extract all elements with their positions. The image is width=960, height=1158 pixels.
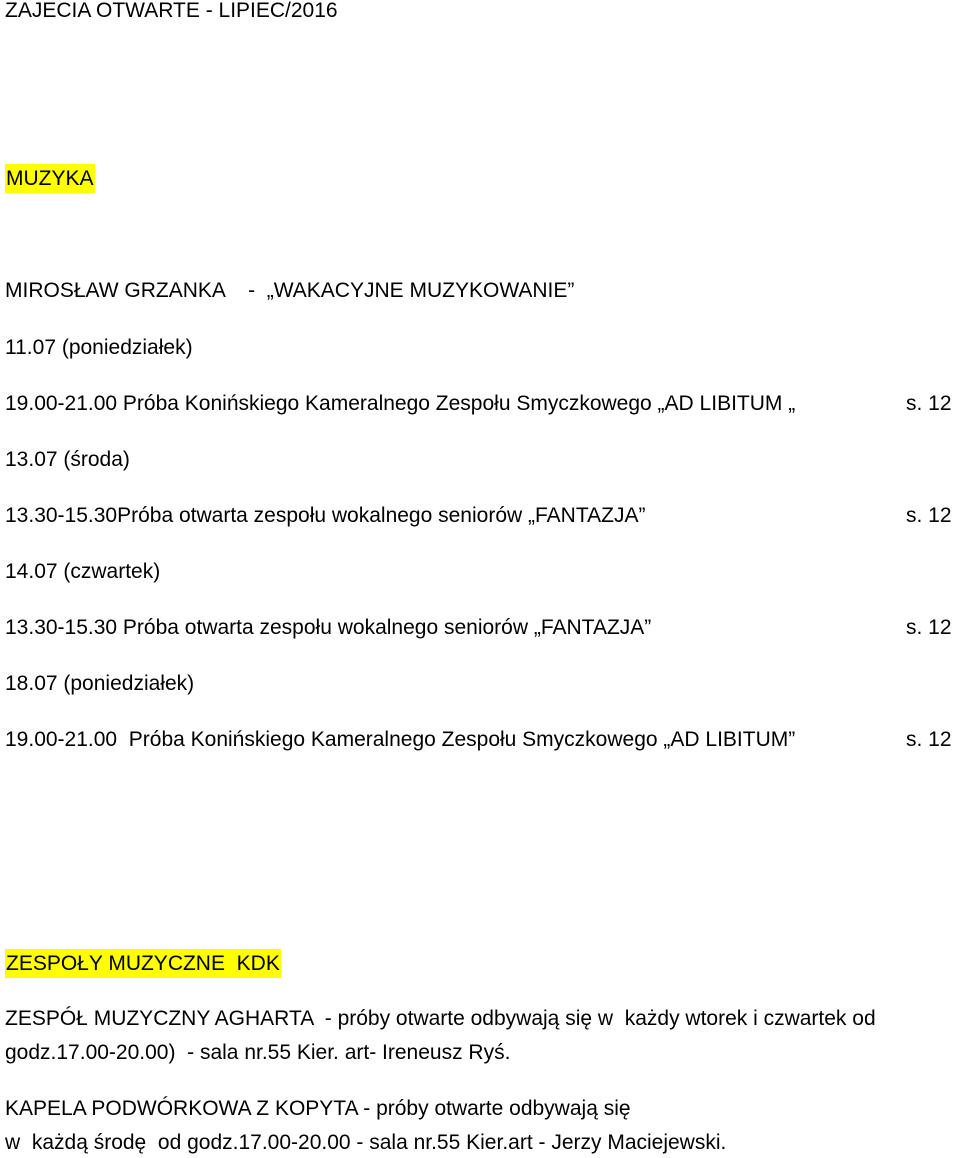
instructor-line: MIROSŁAW GRZANKA - „WAKACYJNE MUZYKOWANIE”	[5, 279, 575, 302]
section-heading-music-text: MUZYKA	[5, 164, 95, 193]
page-title: ZAJECIA OTWARTE - LIPIEC/2016	[5, 0, 338, 22]
entry-date: 14.07 (czwartek)	[5, 560, 161, 583]
entry-room: s. 12	[906, 616, 952, 639]
entry-date: 11.07 (poniedziałek)	[5, 336, 193, 359]
kapela-line-1: KAPELA PODWÓRKOWA Z KOPYTA - próby otwarte odbywają się	[5, 1097, 631, 1120]
kapela-line-2: w każdą środę od godz.17.00-20.00 - sala nr.55 Kier.art - Jerzy Maciejewski.	[5, 1131, 727, 1154]
section-heading-bands	[5, 951, 281, 977]
entry-room: s. 12	[906, 728, 952, 751]
agharta-line-2: godz.17.00-20.00) - sala nr.55 Kier. art- Ireneusz Ryś.	[5, 1041, 511, 1064]
entry-room: s. 12	[906, 392, 952, 415]
section-heading-music	[5, 166, 95, 192]
agharta-line-1: ZESPÓŁ MUZYCZNY AGHARTA - próby otwarte odbywają się w każdy wtorek i czwartek od	[5, 1007, 876, 1030]
entry-activity: 19.00-21.00 Próba Konińskiego Kameralnego Zespołu Smyczkowego „AD LIBITUM „	[5, 392, 796, 415]
entry-activity: 13.30-15.30Próba otwarta zespołu wokalnego seniorów „FANTAZJA”	[5, 504, 646, 527]
entry-activity: 13.30-15.30 Próba otwarta zespołu wokalnego seniorów „FANTAZJA”	[5, 616, 652, 639]
entry-date: 18.07 (poniedziałek)	[5, 672, 195, 695]
section-heading-bands-text: ZESPOŁY MUZYCZNE KDK	[5, 949, 281, 978]
entry-room: s. 12	[906, 504, 952, 527]
entry-date: 13.07 (środa)	[5, 448, 130, 471]
entry-activity: 19.00-21.00 Próba Konińskiego Kameralnego Zespołu Smyczkowego „AD LIBITUM”	[5, 728, 796, 751]
